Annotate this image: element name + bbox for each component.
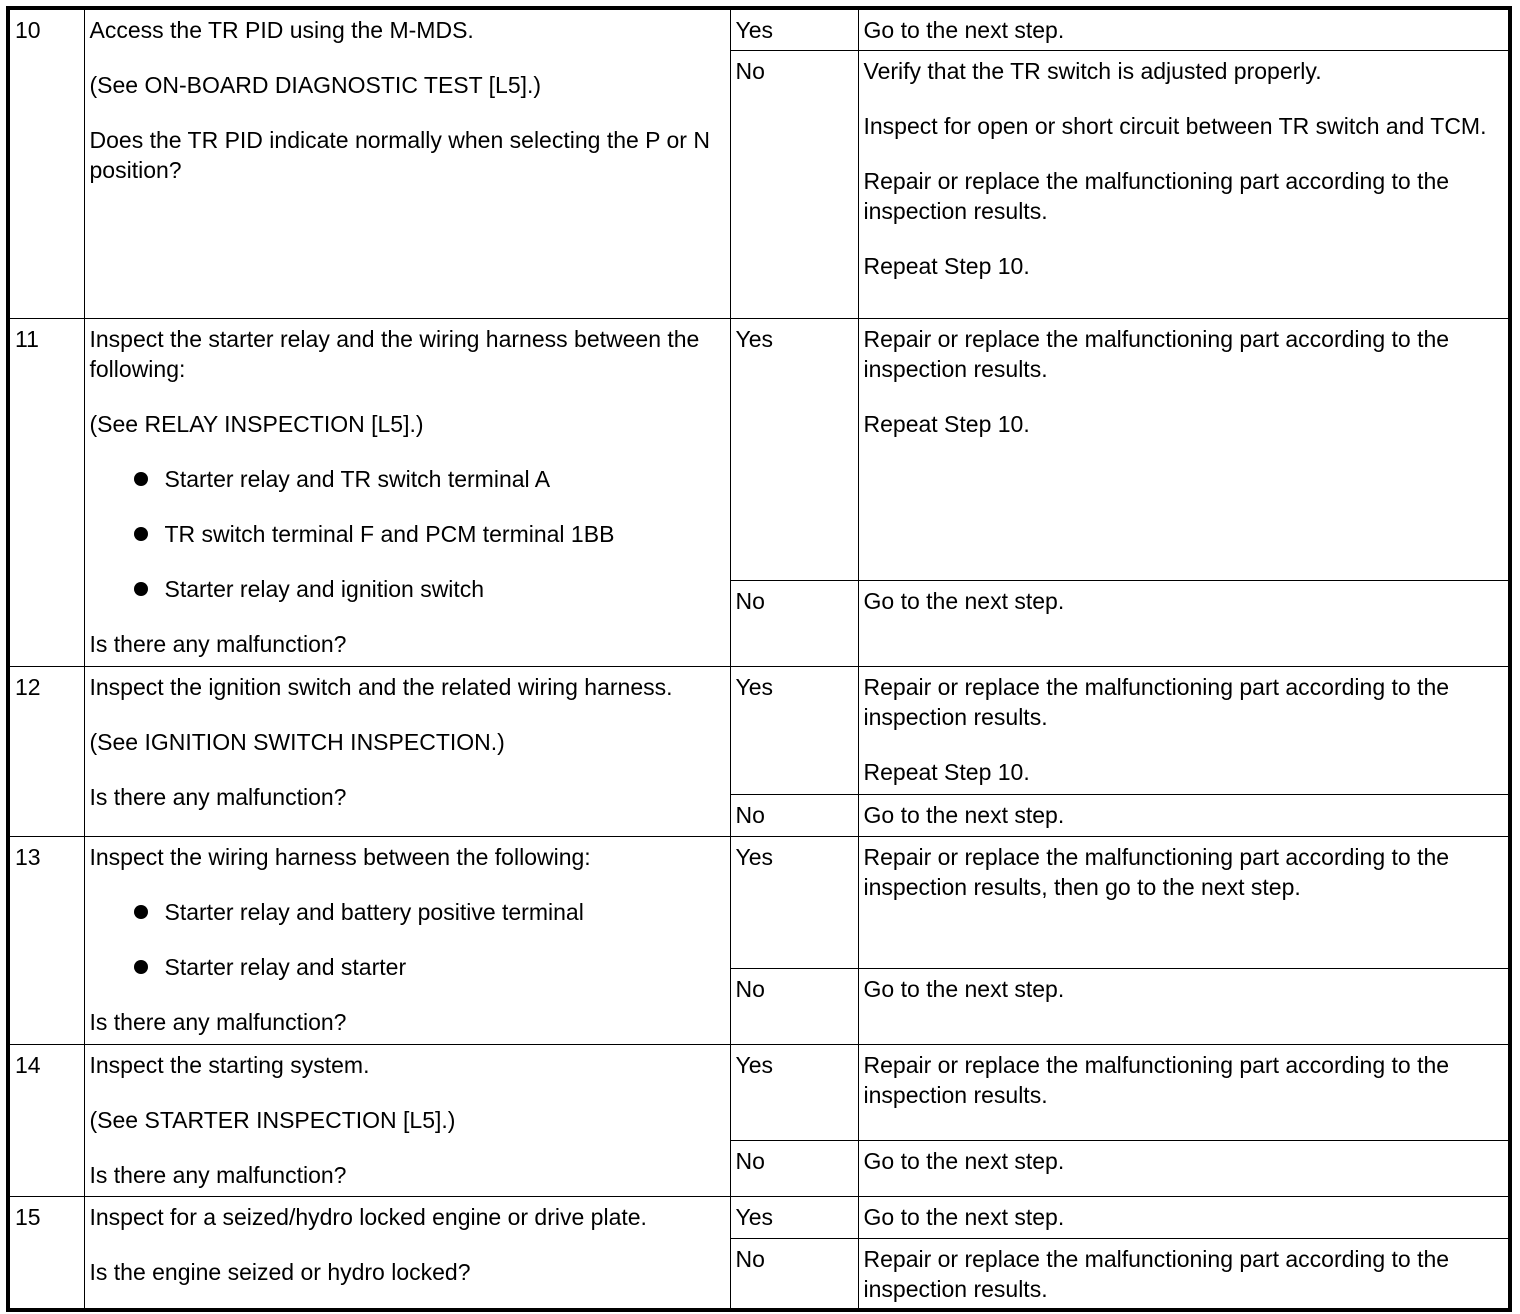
result-yes: Yes bbox=[730, 318, 858, 580]
table-row bbox=[8, 1196, 1510, 1238]
response-text: Repair or replace the malfunctioning part according to the inspection results, then go to the next step. bbox=[863, 843, 1450, 900]
action-text: (See IGNITION SWITCH INSPECTION.) bbox=[89, 728, 505, 755]
step-action bbox=[84, 318, 730, 666]
list-item: Starter relay and starter bbox=[165, 952, 725, 982]
response-no bbox=[858, 50, 1510, 318]
result-yes: Yes bbox=[730, 8, 858, 50]
step-number: 11 bbox=[8, 318, 84, 666]
step-action bbox=[84, 836, 730, 1044]
result-yes: Yes bbox=[730, 1044, 858, 1140]
step-action bbox=[84, 1044, 730, 1196]
action-text: Inspect the wiring harness between the following: bbox=[89, 843, 591, 870]
result-no: No bbox=[730, 794, 858, 836]
action-text: Does the TR PID indicate normally when selecting the P or N position? bbox=[89, 127, 710, 183]
action-text: Is the engine seized or hydro locked? bbox=[89, 1258, 471, 1285]
response-yes bbox=[858, 666, 1510, 794]
response-yes bbox=[858, 1044, 1510, 1140]
response-text: Repeat Step 10. bbox=[863, 410, 1030, 437]
action-text: Is there any malfunction? bbox=[89, 783, 347, 810]
action-text: Is there any malfunction? bbox=[89, 1008, 347, 1035]
response-text: Go to the next step. bbox=[863, 587, 1065, 614]
action-text: (See ON-BOARD DIAGNOSTIC TEST [L5].) bbox=[89, 72, 542, 98]
response-yes bbox=[858, 836, 1510, 968]
step-number: 10 bbox=[8, 8, 84, 318]
diagnostic-procedure-table bbox=[6, 6, 1512, 1312]
action-text: Inspect the starting system. bbox=[89, 1051, 370, 1078]
bullet-list bbox=[90, 464, 725, 604]
response-text: Go to the next step. bbox=[863, 975, 1065, 1002]
response-text: Verify that the TR switch is adjusted properly. bbox=[863, 57, 1322, 84]
step-action bbox=[84, 8, 730, 318]
result-no: No bbox=[730, 968, 858, 1044]
action-text: Access the TR PID using the M-MDS. bbox=[89, 17, 474, 43]
list-item: Starter relay and ignition switch bbox=[165, 574, 725, 604]
action-text: Inspect the starter relay and the wiring harness between the following: bbox=[89, 325, 700, 382]
action-text: Is there any malfunction? bbox=[89, 630, 347, 657]
step-action bbox=[84, 666, 730, 836]
response-text: Go to the next step. bbox=[863, 1147, 1065, 1174]
result-yes: Yes bbox=[730, 836, 858, 968]
result-no: No bbox=[730, 1238, 858, 1310]
response-yes bbox=[858, 8, 1510, 50]
action-text: (See RELAY INSPECTION [L5].) bbox=[89, 410, 424, 437]
step-action bbox=[84, 1196, 730, 1310]
result-no: No bbox=[730, 580, 858, 666]
response-text: Repair or replace the malfunctioning part according to the inspection results. bbox=[863, 1051, 1450, 1108]
response-text: Repair or replace the malfunctioning part according to the inspection results. bbox=[863, 673, 1450, 730]
response-no bbox=[858, 794, 1510, 836]
step-number: 13 bbox=[8, 836, 84, 1044]
response-yes bbox=[858, 1196, 1510, 1238]
list-item: Starter relay and TR switch terminal A bbox=[165, 464, 725, 494]
result-yes: Yes bbox=[730, 1196, 858, 1238]
table-row bbox=[8, 836, 1510, 968]
response-text: Repair or replace the malfunctioning part according to the inspection results. bbox=[863, 325, 1450, 382]
response-no bbox=[858, 968, 1510, 1044]
result-no: No bbox=[730, 50, 858, 318]
bullet-list bbox=[90, 897, 725, 982]
response-text: Go to the next step. bbox=[863, 17, 1065, 43]
table-row bbox=[8, 318, 1510, 580]
result-no: No bbox=[730, 1140, 858, 1196]
action-text: Inspect the ignition switch and the related wiring harness. bbox=[89, 673, 673, 700]
list-item: TR switch terminal F and PCM terminal 1BB bbox=[165, 519, 725, 549]
response-no bbox=[858, 580, 1510, 666]
result-yes: Yes bbox=[730, 666, 858, 794]
response-no bbox=[858, 1140, 1510, 1196]
response-text: Go to the next step. bbox=[863, 801, 1065, 828]
list-item: Starter relay and battery positive terminal bbox=[165, 897, 725, 927]
action-text: Is there any malfunction? bbox=[89, 1161, 347, 1188]
response-text: Inspect for open or short circuit between TR switch and TCM. bbox=[863, 112, 1487, 139]
response-no bbox=[858, 1238, 1510, 1310]
response-text: Repeat Step 10. bbox=[863, 252, 1030, 279]
step-number: 15 bbox=[8, 1196, 84, 1310]
response-text: Repair or replace the malfunctioning part according to the inspection results. bbox=[863, 167, 1450, 224]
response-text: Repeat Step 10. bbox=[863, 758, 1030, 785]
table-row bbox=[8, 8, 1510, 50]
action-text: (See STARTER INSPECTION [L5].) bbox=[89, 1106, 456, 1133]
response-text: Repair or replace the malfunctioning part according to the inspection results. bbox=[863, 1245, 1450, 1302]
step-number: 14 bbox=[8, 1044, 84, 1196]
table-row bbox=[8, 666, 1510, 794]
action-text: Inspect for a seized/hydro locked engine or drive plate. bbox=[89, 1203, 647, 1230]
response-yes bbox=[858, 318, 1510, 580]
step-number: 12 bbox=[8, 666, 84, 836]
response-text: Go to the next step. bbox=[863, 1203, 1065, 1230]
table-row bbox=[8, 1044, 1510, 1140]
